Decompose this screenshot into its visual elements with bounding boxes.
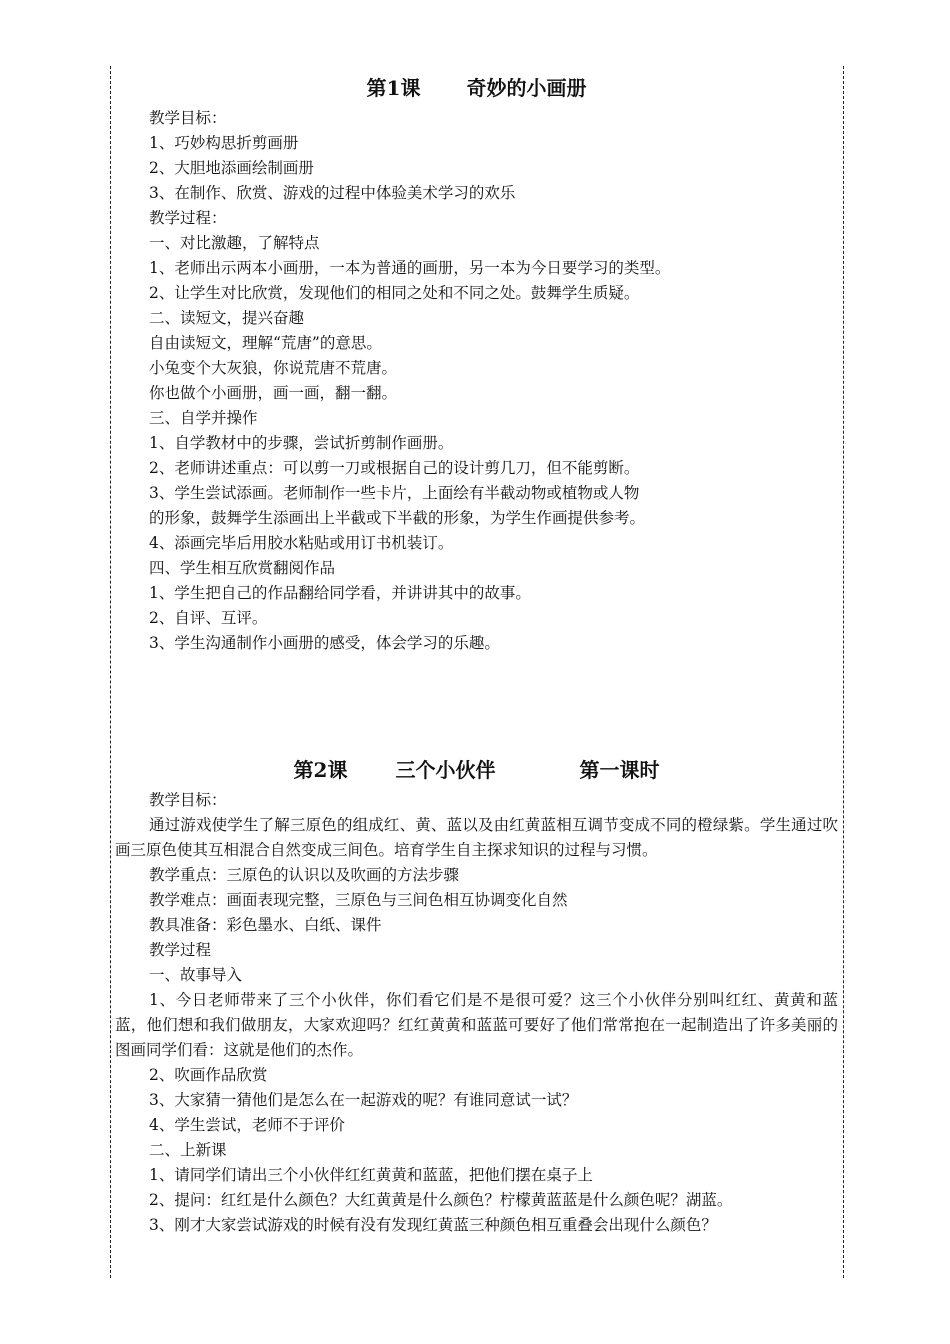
lesson1-line: 4、添画完毕后用胶水粘贴或用订书机装订。: [149, 534, 454, 552]
lesson1-line: 3、学生沟通制作小画册的感受，体会学习的乐趣。: [149, 634, 500, 652]
lesson1-line: 小兔变个大灰狼，你说荒唐不荒唐。: [149, 359, 398, 377]
lesson2-title: [115, 752, 838, 788]
lesson1-line: 你也做个小画册，画一画，翻一翻。: [149, 384, 398, 402]
lesson2-step2: 2、吹画作品欣赏: [149, 1066, 268, 1084]
lesson1-line: 1、老师出示两本小画册，一本为普通的画册，另一本为今日要学习的类型。: [149, 259, 671, 277]
lesson2-goal-text: 通过游戏使学生了解三原色的组成红、黄、蓝以及由红黄蓝相互调节变成不同的橙绿紫。学生通过吹画三原色使其互相混合自然变成三间色。培育学生自主探求知识的过程与习惯。: [115, 816, 838, 859]
lesson1-line: 2、自评、互评。: [149, 609, 268, 627]
lesson1-line: 1、学生把自己的作品翻给同学看，并讲讲其中的故事。: [149, 584, 531, 602]
lesson2-section2-heading: 二、上新课: [149, 1141, 227, 1159]
lesson1-line: 1、自学教材中的步骤，尝试折剪制作画册。: [149, 434, 454, 452]
left-margin-dashed-line: [110, 66, 111, 1278]
lesson1-line: 教学过程：: [149, 209, 227, 227]
lesson2-name: 三个小伙伴: [395, 758, 496, 782]
lesson2-body: [115, 788, 838, 1238]
lesson1-body: [115, 106, 838, 656]
lesson2-new3: 3、刚才大家尝试游戏的时候有没有发现红黄蓝三种颜色相互重叠会出现什么颜色？: [149, 1216, 717, 1234]
lesson1-line: 2、老师讲述重点：可以剪一刀或根据自己的设计剪几刀，但不能剪断。: [149, 459, 640, 477]
lesson2-step1: 1、今日老师带来了三个小伙伴，你们看它们是不是很可爱？这三个小伙伴分别叫红红、黄黄和蓝蓝，他们想和我们做朋友，大家欢迎吗？红红黄黄和蓝蓝可要好了他们常常抱在一起制造出了许多美丽的图画同学们看：这就是他们的杰作。: [115, 991, 838, 1059]
lesson2-process-label: 教学过程: [149, 941, 212, 959]
lesson1-line: 2、大胆地添画绘制画册: [149, 159, 314, 177]
lesson1-line: 2、让学生对比欣赏，发现他们的相同之处和不同之处。鼓舞学生质疑。: [149, 284, 640, 302]
lesson1-line: 三、自学并操作: [149, 409, 258, 427]
lesson1-line: 的形象，鼓舞学生添画出上半截或下半截的形象，为学生作画提供参考。: [149, 509, 646, 527]
lesson1-line: 一、对比激趣，了解特点: [149, 234, 320, 252]
lesson2-step4: 4、学生尝试，老师不于评价: [149, 1116, 345, 1134]
lesson2-period: 第一课时: [579, 758, 660, 782]
lesson2-materials: 教具准备：彩色墨水、白纸、课件: [149, 916, 382, 934]
lesson1-title: [115, 70, 838, 106]
lesson1-line: 1、巧妙构思折剪画册: [149, 134, 299, 152]
lesson1-line: 3、在制作、欣赏、游戏的过程中体验美术学习的欢乐: [149, 184, 516, 202]
lesson1-line: 3、学生尝试添画。老师制作一些卡片，上面绘有半截动物或植物或人物: [149, 484, 640, 502]
lesson2-step3: 3、大家猜一猜他们是怎么在一起游戏的呢？有谁同意试一试？: [149, 1091, 578, 1109]
lesson2-section1-heading: 一、故事导入: [149, 966, 243, 984]
lesson2-new2: 2、提问：红红是什么颜色？大红黄黄是什么颜色？柠檬黄蓝蓝是什么颜色呢？湖蓝。: [149, 1191, 733, 1209]
lesson2-number: 第2课: [293, 758, 348, 782]
lesson1-line: 四、学生相互欣赏翻阅作品: [149, 559, 336, 577]
lesson1-line: 二、读短文，提兴奋趣: [149, 309, 305, 327]
lesson2-difficulty: 教学难点：画面表现完整，三原色与三间色相互协调变化自然: [149, 891, 568, 909]
lesson2-goal-label: 教学目标：: [149, 791, 227, 809]
section-gap: [115, 656, 838, 752]
lesson1-line: 自由读短文，理解“荒唐”的意思。: [149, 334, 382, 352]
lesson1-number: 第1课: [366, 76, 421, 100]
right-margin-dashed-line: [843, 66, 844, 1278]
document-page: [115, 70, 838, 1238]
lesson1-name: 奇妙的小画册: [466, 76, 587, 100]
lesson2-new1: 1、请同学们请出三个小伙伴红红黄黄和蓝蓝，把他们摆在桌子上: [149, 1166, 593, 1184]
lesson1-line: 教学目标：: [149, 109, 227, 127]
lesson2-key-point: 教学重点：三原色的认识以及吹画的方法步骤: [149, 866, 460, 884]
